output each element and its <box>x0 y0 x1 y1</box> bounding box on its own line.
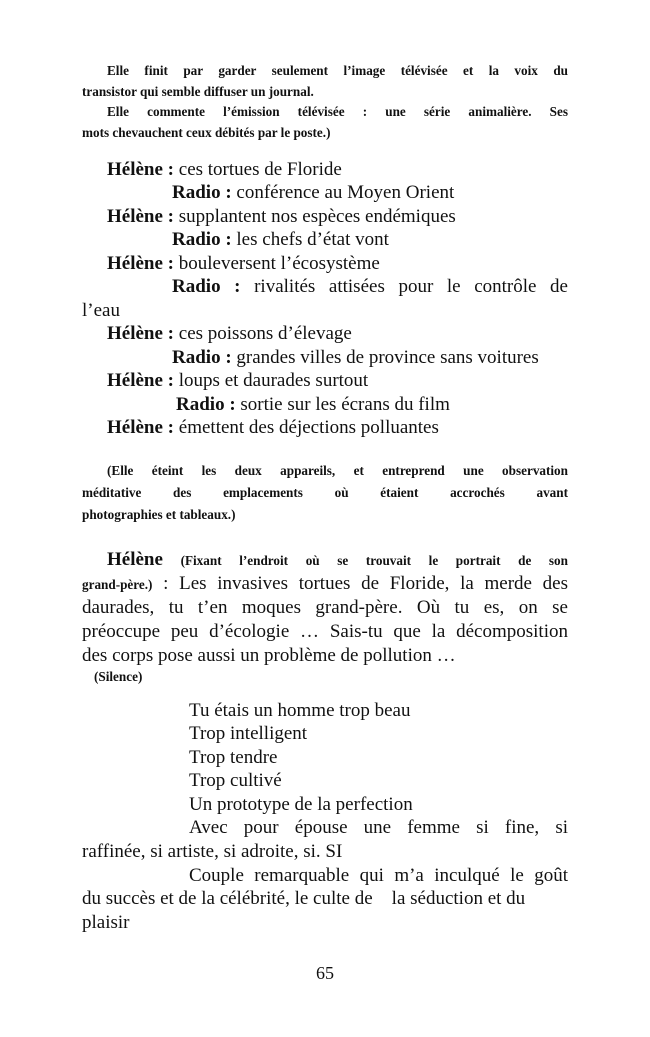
stage-direction-line: photographies et tableaux.) <box>82 507 236 522</box>
dialogue-line <box>82 160 593 179</box>
speaker: Hélène : <box>107 253 175 274</box>
stage-direction-line: transistor qui semble diffuser un journal. <box>82 84 314 99</box>
speaker: Radio : <box>172 347 232 368</box>
speaker: Hélène <box>107 549 163 570</box>
dialogue-line <box>82 324 593 343</box>
dialogue-line <box>82 230 650 249</box>
line-text: conférence au Moyen Orient <box>231 182 455 203</box>
dialogue-line <box>82 395 650 414</box>
stage-direction-line: Elle finit par garder seulement l’image télévisée et la voix du <box>107 63 568 78</box>
speaker: Hélène : <box>107 417 175 438</box>
line-text: sortie sur les écrans du film <box>235 394 450 415</box>
paragraph-line: des corps pose aussi un problème de pollution … <box>82 645 456 666</box>
poem-line: Trop tendre <box>189 747 278 768</box>
poem-line: raffinée, si artiste, si adroite, si. SI <box>82 841 343 862</box>
line-text: supplantent nos espèces endémiques <box>174 206 456 227</box>
line-text: ces poissons d’élevage <box>174 323 352 344</box>
line-text: rivalités attisées pour le contrôle de <box>240 276 568 297</box>
dialogue-line <box>82 418 593 437</box>
dialogue-line <box>82 277 568 296</box>
line-text: loups et daurades surtout <box>174 370 369 391</box>
speaker: Hélène : <box>107 323 175 344</box>
speaker: Hélène : <box>107 159 175 180</box>
dialogue-line <box>82 254 593 273</box>
speaker: Hélène : <box>107 206 175 227</box>
line-text: les chefs d’état vont <box>231 229 389 250</box>
line-text: : Les invasives tortues de Floride, la merde des <box>152 573 568 594</box>
line-text: grandes villes de province sans voitures <box>231 347 539 368</box>
paragraph-line <box>82 574 568 593</box>
dialogue-line-continuation: l’eau <box>82 300 120 321</box>
poem-line: du succès et de la célébrité, le culte de la séduction et du <box>82 888 526 909</box>
poem-line: plaisir <box>82 912 130 933</box>
line-text: bouleversent l’écosystème <box>174 253 380 274</box>
line-text: ces tortues de Floride <box>174 159 342 180</box>
dialogue-line <box>82 371 593 390</box>
speaker: Radio : <box>176 394 236 415</box>
poem-line: Trop cultivé <box>189 770 282 791</box>
speaker: Hélène : <box>107 370 175 391</box>
paragraph-line: daurades, tu t’en moques grand-père. Où tu es, on se <box>82 597 568 618</box>
speaker: Radio : <box>172 182 232 203</box>
stage-direction-line: (Elle éteint les deux appareils, et entreprend une observation <box>107 463 568 478</box>
stage-direction-line: méditative des emplacements où étaient accrochés avant <box>82 485 568 500</box>
paragraph-line: préoccupe peu d’écologie … Sais-tu que la décomposition <box>82 621 568 642</box>
paragraph-line <box>82 550 568 569</box>
dialogue-line <box>82 207 593 226</box>
speaker: Radio : <box>172 276 241 297</box>
poem-line: Avec pour épouse une femme si fine, si <box>189 817 568 838</box>
poem-line: Trop intelligent <box>189 723 308 744</box>
stage-direction-line: Elle commente l’émission télévisée : une série animalière. Ses <box>107 104 568 119</box>
speaker: Radio : <box>172 229 232 250</box>
poem-line: Tu étais un homme trop beau <box>189 700 411 721</box>
stage-direction: (Fixant l’endroit où se trouvait le portrait de son <box>162 553 568 568</box>
dialogue-line <box>82 348 650 367</box>
stage-direction-line: mots chevauchent ceux débités par le poste.) <box>82 125 331 140</box>
stage-direction: grand-père.) <box>82 577 153 592</box>
stage-direction-silence: (Silence) <box>94 669 143 684</box>
poem-line: Un prototype de la perfection <box>189 794 413 815</box>
page-number: 65 <box>316 963 334 983</box>
poem-line: Couple remarquable qui m’a inculqué le goût <box>189 865 568 886</box>
line-text: émettent des déjections polluantes <box>174 417 439 438</box>
dialogue-line <box>82 183 650 202</box>
